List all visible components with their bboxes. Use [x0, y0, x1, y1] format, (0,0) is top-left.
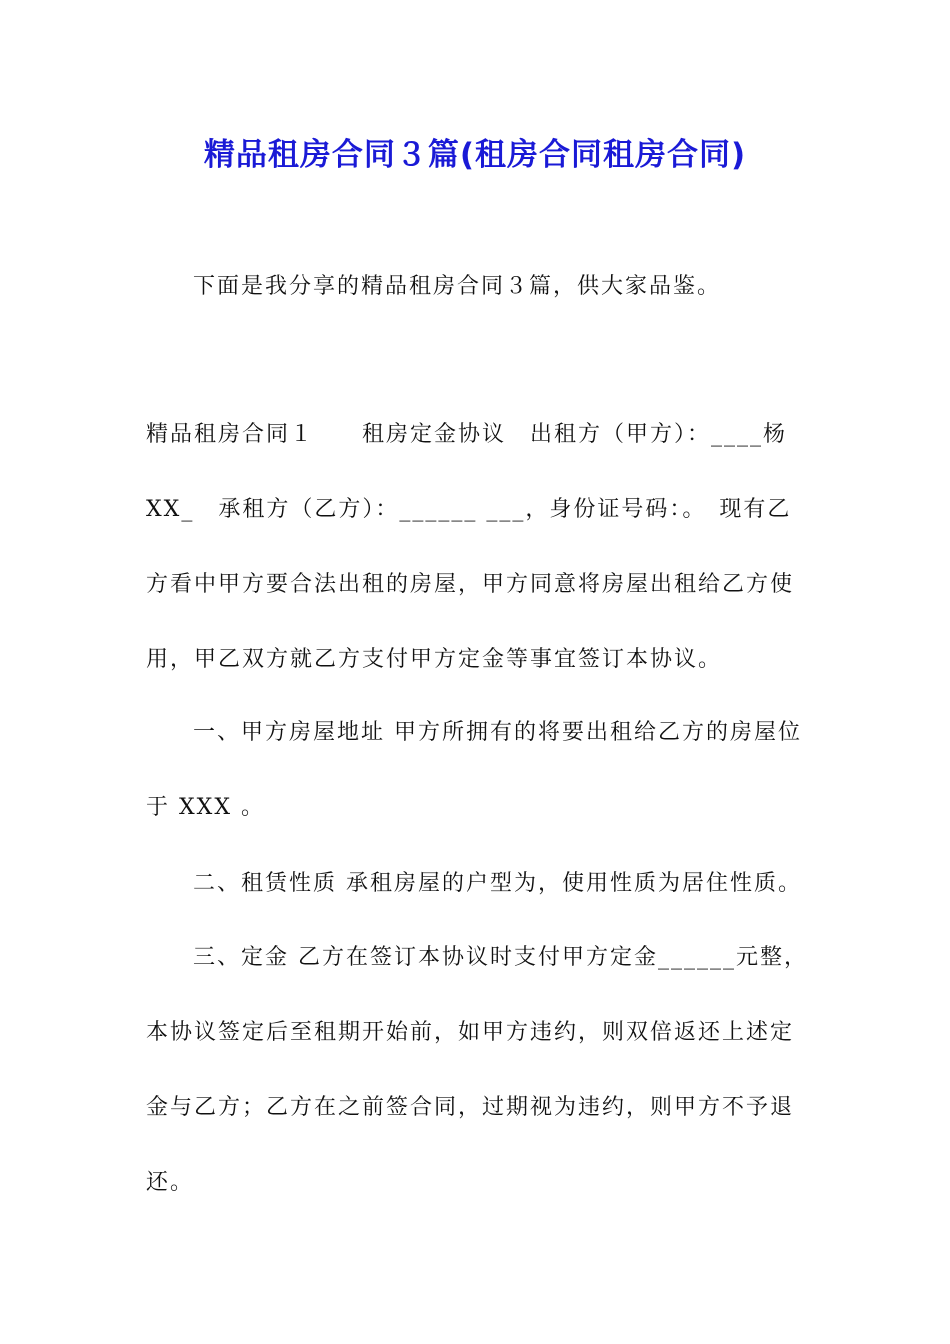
intro-line: 下面是我分享的精品租房合同３篇，供大家品鉴。 [193, 274, 722, 299]
clause-3-line: 本协议签定后至租期开始前，如甲方违约，则双倍返还上述定 [146, 1020, 795, 1045]
clause-3-line: 还。 [146, 1170, 195, 1195]
body-line: XX_ 承租方（乙方）：______ ___，身份证号码：。 现有乙 [146, 497, 792, 522]
body-line: 精品租房合同１ 租房定金协议 出租方（甲方）：____杨 [146, 422, 788, 447]
clause-3-line: 金与乙方；乙方在之前签合同，过期视为违约，则甲方不予退 [146, 1095, 795, 1120]
clause-2-line: 二、租赁性质 承租房屋的户型为，使用性质为居住性质。 [193, 871, 802, 896]
clause-1-line: 一、甲方房屋地址 甲方所拥有的将要出租给乙方的房屋位 [193, 720, 802, 745]
body-line: 方看中甲方要合法出租的房屋，甲方同意将房屋出租给乙方使 [146, 572, 795, 597]
clause-3-line: 三、定金 乙方在签订本协议时支付甲方定金______元整， [193, 945, 808, 970]
clause-1-line: 于 XXX 。 [146, 795, 265, 820]
document-title: 精品租房合同３篇(租房合同租房合同) [203, 137, 747, 173]
body-line: 用，甲乙双方就乙方支付甲方定金等事宜签订本协议。 [146, 647, 723, 672]
